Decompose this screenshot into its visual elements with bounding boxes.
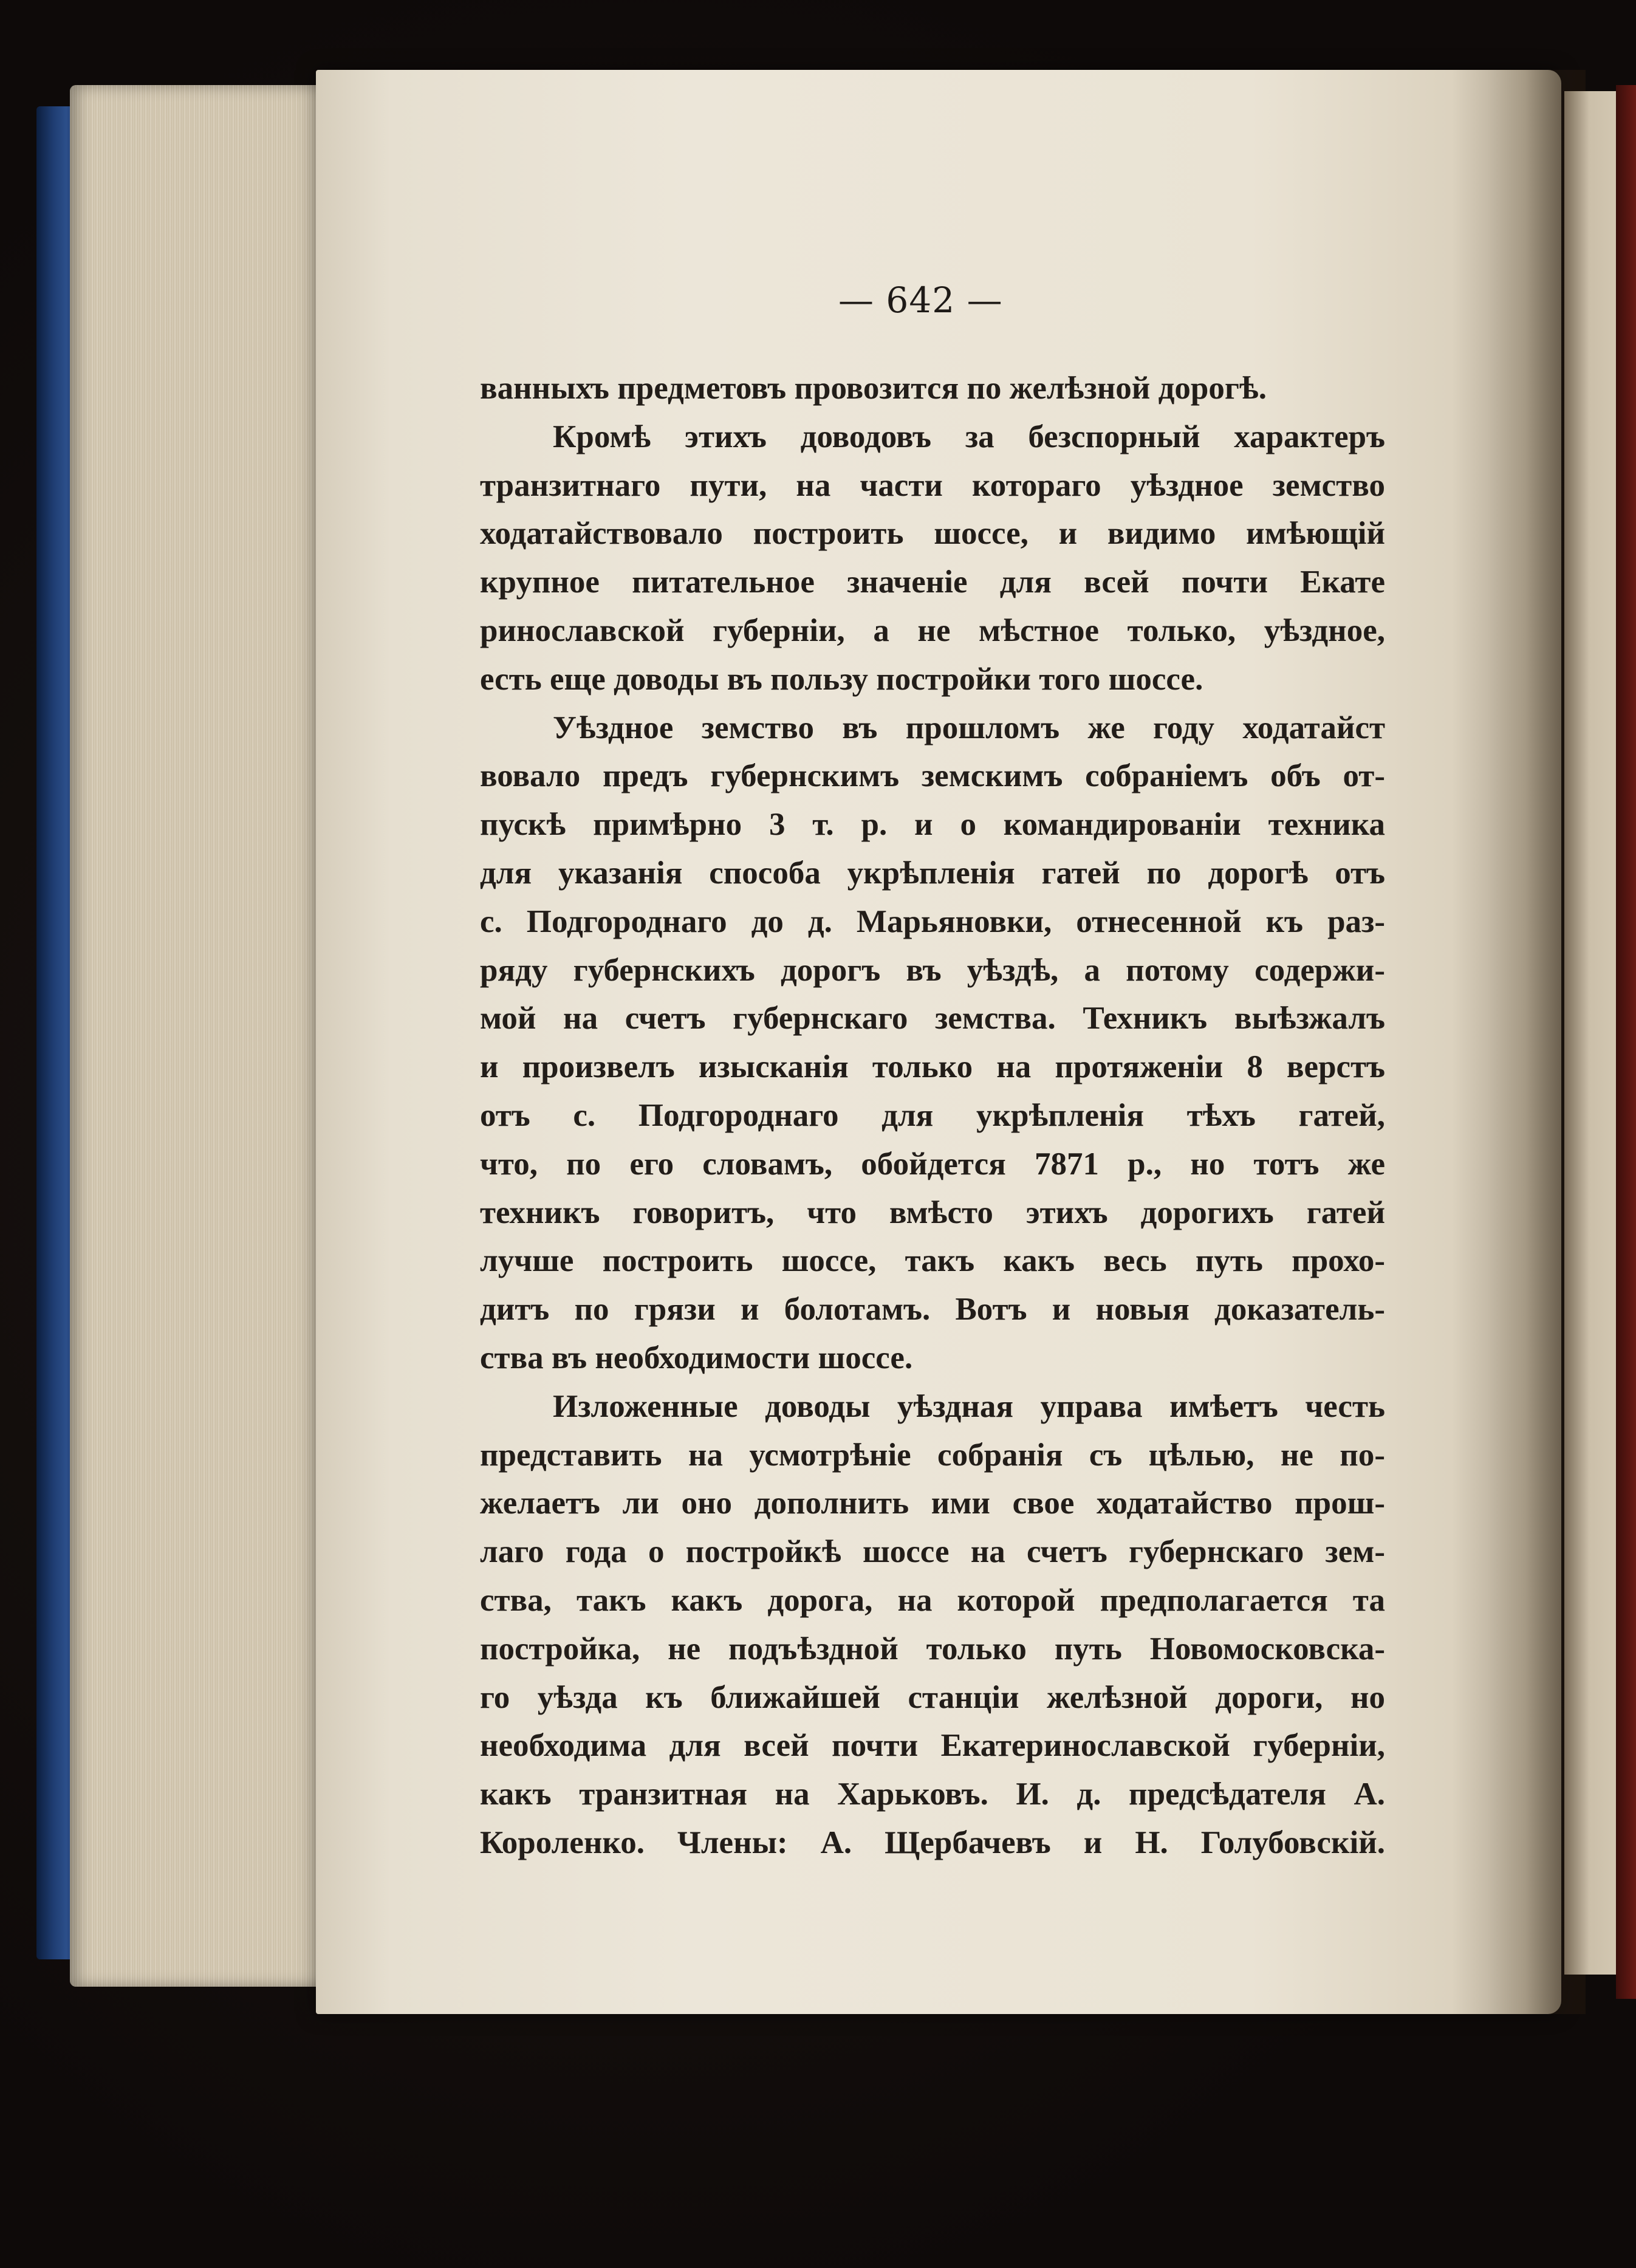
text-line: вовало предъ губернскимъ земскимъ собраніемъ объ от- xyxy=(480,758,1385,794)
text-line: крупное питательное значеніе для всей почти Екате xyxy=(480,564,1385,600)
text-line: ванныхъ предметовъ провозится по желѣзной дорогѣ. xyxy=(480,371,1267,406)
text-line: и произвелъ изысканія только на протяженіи 8 верстъ xyxy=(480,1049,1385,1085)
text-line: Кромѣ этихъ доводовъ за безспорный характеръ xyxy=(553,419,1385,454)
page-edges xyxy=(70,85,331,1987)
text-line: Короленко. Члены: А. Щербачевъ и Н. Голубовскій. xyxy=(480,1824,1385,1860)
text-line: ходатайствовало построить шоссе, и видимо имѣющій xyxy=(480,516,1385,552)
text-line: Изложенные доводы уѣздная управа имѣетъ честь xyxy=(553,1388,1385,1424)
page-number: — 642 — xyxy=(838,279,1003,321)
text-line: есть еще доводы въ пользу постройки того шоссе. xyxy=(480,661,1203,697)
text-line: что, по его словамъ, обойдется 7871 р., но тотъ же xyxy=(480,1146,1385,1182)
text-line: постройка, не подъѣздной только путь Новомосковска- xyxy=(480,1631,1385,1667)
text-line: дитъ по грязи и болотамъ. Вотъ и новыя доказатель- xyxy=(480,1292,1385,1328)
text-line: мой на счетъ губернскаго земства. Техникъ выѣзжалъ xyxy=(480,1001,1385,1036)
book-cover-right xyxy=(1616,85,1636,1999)
text-line: ства въ необходимости шоссе. xyxy=(480,1340,913,1376)
text-line: Уѣздное земство въ прошломъ же году ходатайст xyxy=(553,710,1385,745)
text-line: какъ транзитная на Харьковъ. И. д. предсѣдателя А. xyxy=(480,1776,1385,1812)
page-text xyxy=(480,365,1385,1868)
text-line: го уѣзда къ ближайшей станціи желѣзной дороги, но xyxy=(480,1679,1385,1715)
text-line: транзитнаго пути, на части котораго уѣздное земство xyxy=(480,467,1385,503)
text-line: лучше построить шоссе, такъ какъ весь путь прохо- xyxy=(480,1243,1385,1279)
text-line: пускѣ примѣрно 3 т. р. и о командированіи техника xyxy=(480,807,1385,843)
text-line: ринославской губерніи, а не мѣстное только, уѣздное, xyxy=(480,612,1385,648)
text-line: лаго года о постройкѣ шоссе на счетъ губернскаго зем- xyxy=(480,1534,1385,1570)
text-line: с. Подгороднаго до д. Марьяновки, отнесенной къ раз- xyxy=(480,903,1385,939)
text-line: необходима для всей почти Екатеринославской губерніи, xyxy=(480,1728,1385,1764)
text-line: ряду губернскихъ дорогъ въ уѣздѣ, а потому содержи- xyxy=(480,952,1385,988)
text-line: желаетъ ли оно дополнить ими свое ходатайство прош- xyxy=(480,1485,1385,1521)
text-line: ства, такъ какъ дорога, на которой предполагается та xyxy=(480,1582,1385,1618)
text-line: техникъ говоритъ, что вмѣсто этихъ дорогихъ гатей xyxy=(480,1194,1385,1230)
text-line: для указанія способа укрѣпленія гатей по дорогѣ отъ xyxy=(480,855,1385,891)
text-line: представить на усмотрѣніе собранія съ цѣлью, не по- xyxy=(480,1437,1385,1473)
text-line: отъ с. Подгороднаго для укрѣпленія тѣхъ гатей, xyxy=(480,1097,1385,1133)
